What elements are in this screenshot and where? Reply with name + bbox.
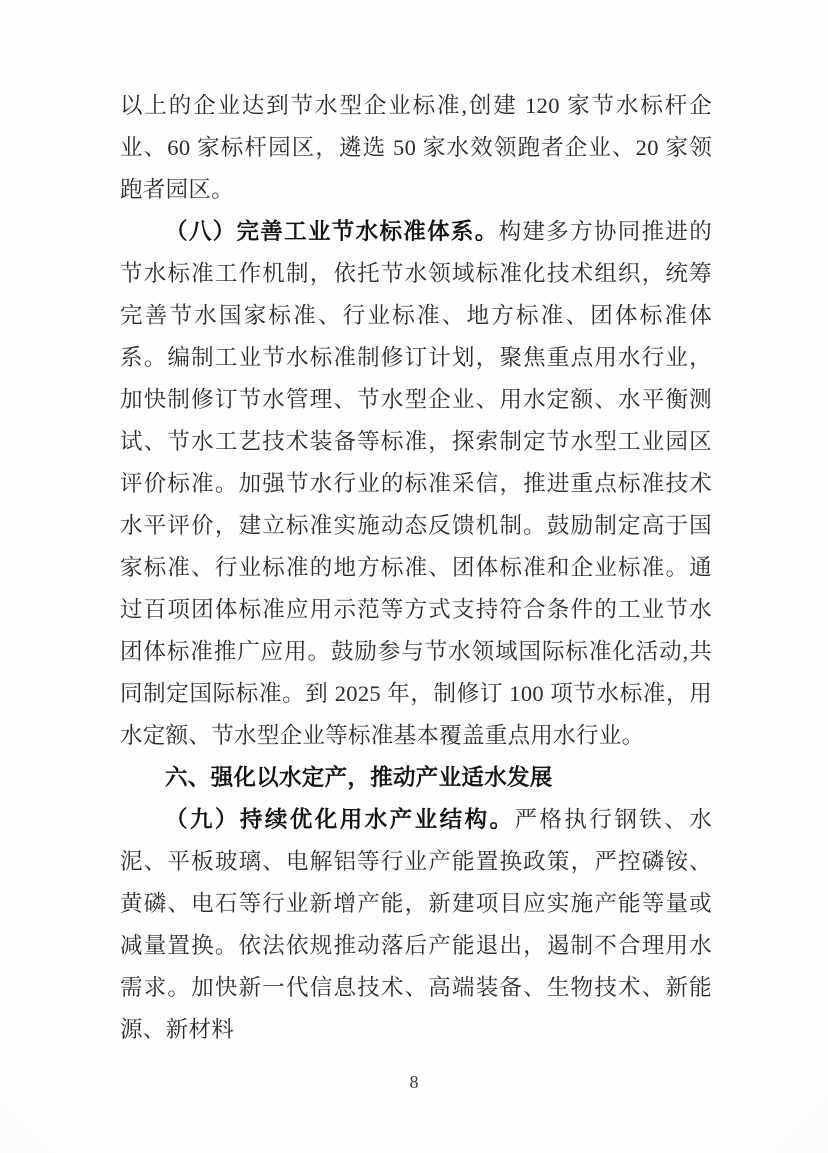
paragraph xyxy=(120,799,712,1051)
page-content xyxy=(120,85,712,1051)
paragraph-text: 以上的企业达到节水型企业标准,创建 120 家节水标杆企业、60 家标杆园区，遴选 50 家水效领跑者企业、20 家领跑者园区。 xyxy=(120,93,712,202)
page-number: 8 xyxy=(409,1072,419,1092)
section-heading xyxy=(120,757,712,799)
paragraph-lead-bold: （八）完善工业节水标准体系。 xyxy=(165,219,499,244)
paragraph xyxy=(120,211,712,757)
paragraph xyxy=(120,85,712,211)
paragraph-text: 严格执行钢铁、水泥、平板玻璃、电解铝等行业产能置换政策，严控磷铵、黄磷、电石等行业新增产能，新建项目应实施产能等量或减量置换。依法依规推动落后产能退出，遏制不合理用水需求。加快新一代信息技术、高端装备、生物技术、新能源、新材料 xyxy=(120,807,712,1042)
paragraph-lead-bold: （九）持续优化用水产业结构。 xyxy=(165,807,515,832)
paragraph-lead-bold: 六、强化以水定产，推动产业适水发展 xyxy=(165,765,553,790)
paragraph-text: 构建多方协同推进的节水标准工作机制，依托节水领域标准化技术组织，统筹完善节水国家标准、行业标准、地方标准、团体标准体系。编制工业节水标准制修订计划，聚焦重点用水行业，加快制修订节水管理、节水型企业、用水定额、水平衡测试、节水工艺技术装备等标准，探索制定节水型工业园区评价标准。加强节水行业的标准采信，推进重点标准技术水平评价，建立标准实施动态反馈机制。鼓励制定高于国家标准、行业标准的地方标准、团体标准和企业标准。通过百项团体标准应用示范等方式支持符合条件的工业节水团体标准推广应用。鼓励参与节水领域国际标准化活动,共同制定国际标准。到 2025 年，制修订 100 项节水标准，用水定额、节水型企业等标准基本覆盖重点用水行业。 xyxy=(120,219,713,748)
